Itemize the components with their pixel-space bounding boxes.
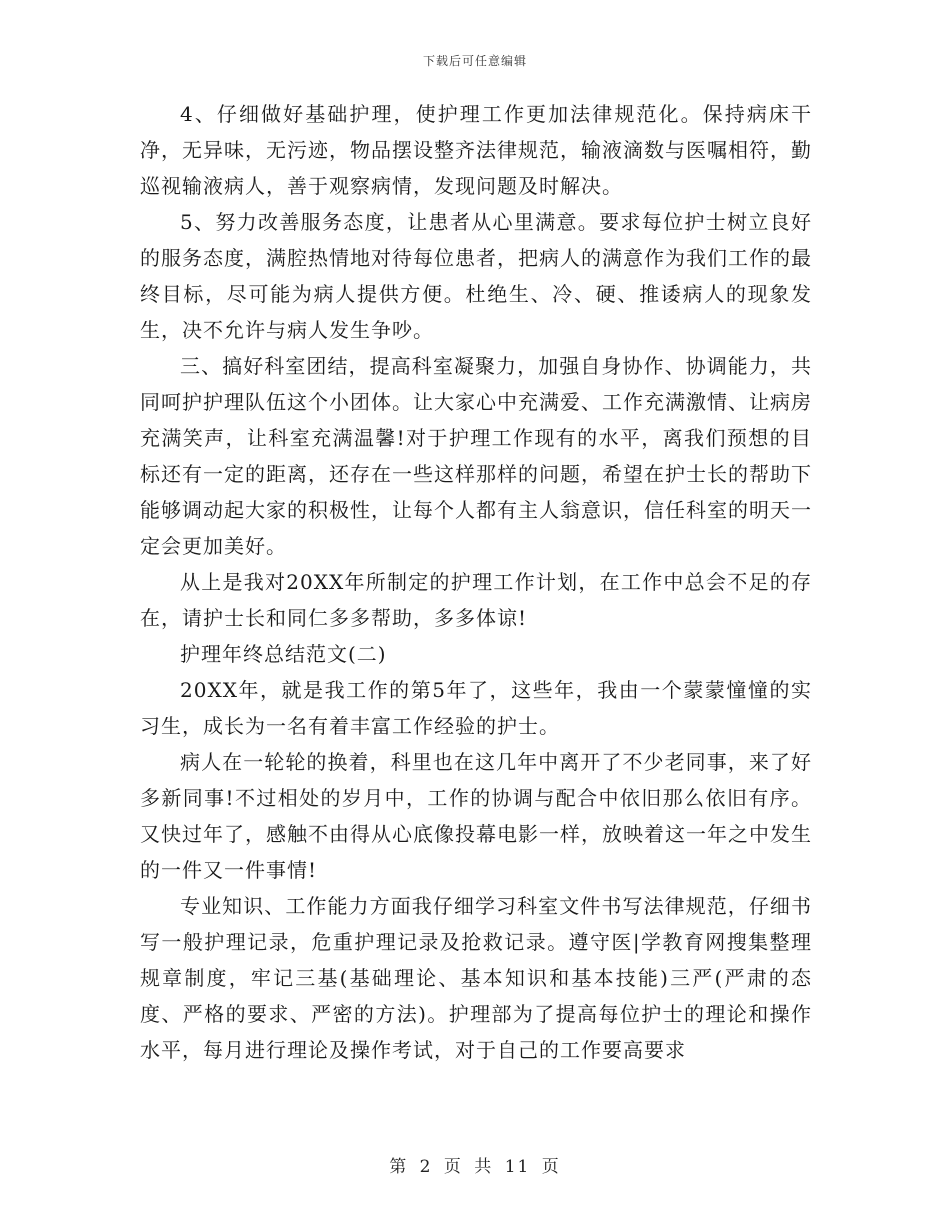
paragraph: 20XX年，就是我工作的第5年了，这些年，我由一个蒙蒙憧憧的实习生，成长为一名有着丰富工作经验的护士。 bbox=[140, 678, 812, 738]
paragraph: 三、搞好科室团结，提高科室凝聚力，加强自身协作、协调能力，共同呵护护理队伍这个小团体。让大家心中充满爱、工作充满激情、让病房充满笑声，让科室充满温馨!对于护理工作现有的水平，离我们预想的目标还有一定的距离，还存在一些这样那样的问题，希望在护士长的帮助下能够调动起大家的积极性，让每个人都有主人翁意识，信任科室的明天一定会更加美好。 bbox=[140, 354, 812, 558]
page-number-footer: 第 2 页 共 11 页 bbox=[389, 1157, 561, 1177]
paragraph: 5、努力改善服务态度，让患者从心里满意。要求每位护士树立良好的服务态度，满腔热情地对待每位患者，把病人的满意作为我们工作的最终目标，尽可能为病人提供方便。杜绝生、冷、硬、推诿病人的现象发生，决不允许与病人发生争吵。 bbox=[140, 210, 812, 342]
document-body bbox=[140, 96, 812, 1068]
paragraph: 专业知识、工作能力方面我仔细学习科室文件书写法律规范，仔细书写一般护理记录，危重护理记录及抢救记录。遵守医|学教育网搜集整理规章制度，牢记三基(基础理论、基本知识和基本技能)三严(严肃的态度、严格的要求、严密的方法)。护理部为了提高每位护士的理论和操作水平，每月进行理论及操作考试，对于自己的工作要高要求 bbox=[140, 894, 812, 1062]
header-note: 下载后可任意编辑 bbox=[422, 54, 527, 68]
paragraph: 病人在一轮轮的换着，科里也在这几年中离开了不少老同事，来了好多新同事!不过相处的岁月中，工作的协调与配合中依旧那么依旧有序。又快过年了，感触不由得从心底像投幕电影一样，放映着这一年之中发生的一件又一件事情! bbox=[140, 750, 812, 882]
section-heading: 护理年终总结范文(二) bbox=[180, 642, 387, 666]
paragraph: 从上是我对20XX年所制定的护理工作计划，在工作中总会不足的存在，请护士长和同仁多多帮助，多多体谅! bbox=[140, 570, 812, 630]
paragraph: 4、仔细做好基础护理，使护理工作更加法律规范化。保持病床干净，无异味，无污迹，物品摆设整齐法律规范，输液滴数与医嘱相符，勤巡视输液病人，善于观察病情，发现问题及时解决。 bbox=[140, 102, 812, 198]
